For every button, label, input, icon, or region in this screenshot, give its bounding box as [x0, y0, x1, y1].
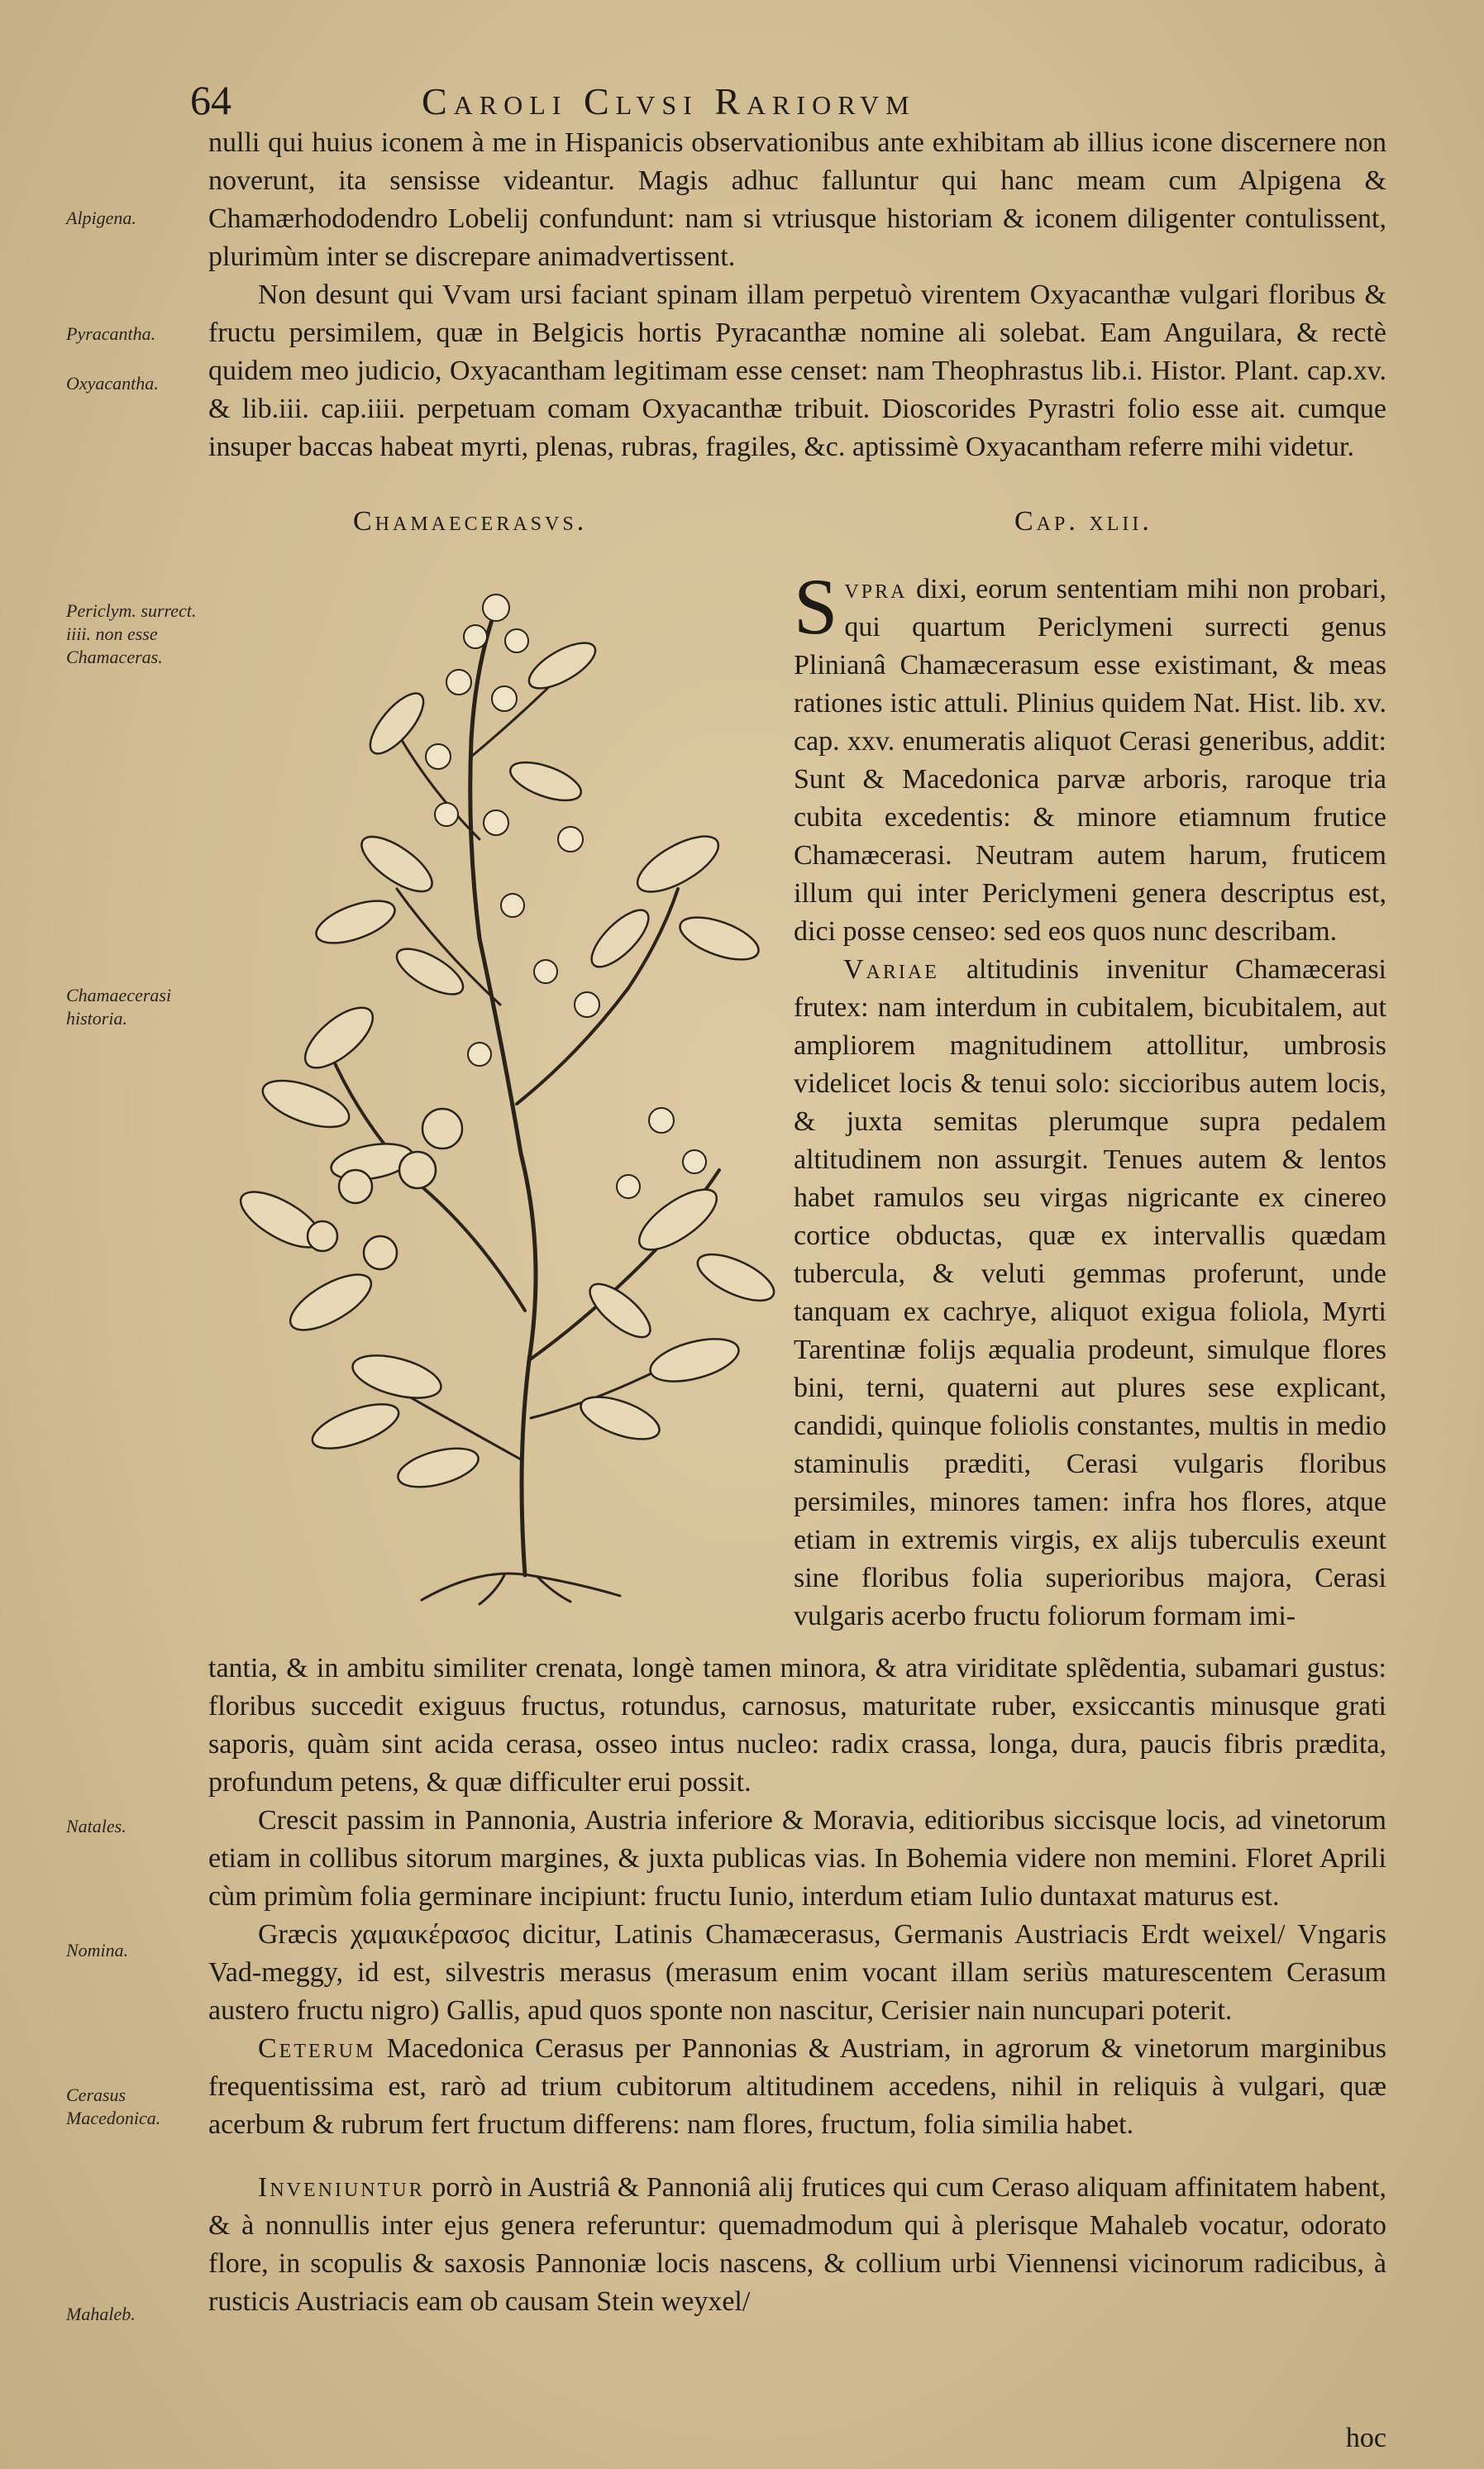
nomina-paragraph: Græcis χαμαικέρασος dicitur, Latinis Chamæcerasus, Germanis Austriacis Erdt weixel/ Vngaris Vad-meggy, id est, silvestris merasus (merasum enim vocant illam seriùs maturescentem Cerasum austero fructu nigro) Gallis, apud quos sponte non nascitur, Cerisier nain nuncupari poterit.: [208, 1919, 1386, 2026]
page-number: 64: [190, 77, 231, 123]
margin-note-cerasus-macedonica: Cerasus Macedonica.: [66, 2085, 161, 2128]
right-paragraph-2-body: altitudinis invenitur Chamæcerasi frutex: nam interdum in cubitalem, bicubitalem, aut ampliorem magnitudinem attollitur, umbrosis videlicet locis & tenui solo: siccioribus autem locis, & juxta semitas plerumque supra pedalem altitudinem non assurgit. Tenues autem & lentos habet ramulos seu virgas nigricante ex cinereo cortice obductas, quæ ex intervallis quædam tubercula, & veluti gemmas proferunt, unde tanquam ex cachrye, aliquot exigua foliola, Myrti Tarentinæ folijs æqualia prodeunt, simulque flores bini, terni, quaterni aut plures sese explicant, candidi, quinque foliolis constantes, multis in medio staminulis præditi, Cerasi vulgaris floribus persimiles, minores tamen: infra hos flores, atque etiam in extremis virgis, ex alijs tuberculis exeunt sine floribus folia superioribus majora, Cerasi vulgaris acerbo fructu foliorum formam imi-: [794, 954, 1386, 1631]
woodcut-plant-illustration: [231, 591, 794, 1612]
right-paragraph-1: [794, 562, 1386, 951]
right-paragraph-2: [794, 951, 1386, 1636]
margin-note-alpigena: Alpigena.: [66, 208, 136, 228]
catchword: hoc: [1345, 2423, 1386, 2453]
lead-word-variae: Variae: [843, 954, 939, 985]
description-continuation: tantia, & in ambitu similiter crenata, longè tamen minora, & atra viriditate splẽdentia, subamari gustus: floribus succedit exiguus fructus, rotundus, carnosus, maturitate ruber, exsiccantis minusque grati saporis, quàm sint acida cerasa, osseo intus nucleo: radix crassa, longa, dura, paucis fibris prædita, profundum petens, & quæ difficulter erui possit.: [208, 1653, 1386, 1798]
natales-paragraph: Crescit passim in Pannonia, Austria inferiore & Moravia, editioribus siccisque locis, ad vinetorum etiam in collibus sitorum margines, & juxta publicas vias. In Bohemia videre non memini. Floret Aprili cùm primùm folia germinare incipiunt: fructu Iunio, interdum etiam Iulio duntaxat maturus est.: [208, 1805, 1386, 1912]
intro-text: [208, 124, 1386, 466]
margin-note-periclym: Periclym. surrect. iiii. non esse Chamaceras.: [66, 600, 197, 667]
drop-cap: S: [794, 562, 838, 651]
macedonica-body: Macedonica Cerasus per Pannonias & Austriam, in agrorum & vinetorum marginibus frequentissima est, rarò ad trium cubitorum altitudinem accedens, nihil in reliquis à vulgari, quæ acerbum & rubrum fert fructum differens: nam flores, fructum, folia similia habet.: [208, 2033, 1386, 2140]
chapter-heading: [208, 506, 1386, 547]
margin-note-nomina: Nomina.: [66, 1940, 129, 1960]
lower-text: [208, 1650, 1386, 2321]
margin-note-oxyacantha: Oxyacantha.: [66, 373, 159, 394]
lead-word-supra: vpra: [844, 574, 908, 604]
mahaleb-paragraph: [208, 2169, 1386, 2321]
chapter-number: Cap. xlii.: [1014, 506, 1152, 537]
right-paragraph-1-body: dixi, eorum sententiam mihi non probari, qui quartum Periclymeni surrecti genus Plinianâ Chamæcerasum esse existimant, & meas rationes istic attuli. Plinius quidem Nat. Hist. lib. xv. cap. xxv. enumeratis aliquot Cerasi generibus, addit: Sunt & Macedonica parvæ arboris, raroque tria cubita excedentis: & minore etiamnum frutice Chamæcerasi. Neutram autem harum, fruticem illum qui inter Periclymeni genera descriptus est, dici posse censeo: sed eos quos nunc describam.: [794, 574, 1386, 947]
chapter-title: Chamaecerasvs.: [353, 506, 588, 537]
margin-note-historia: Chamaecerasi historia.: [66, 985, 172, 1029]
margin-note-mahaleb: Mahaleb.: [66, 2304, 136, 2324]
right-column-text: [794, 562, 1386, 1636]
mahaleb-body: porrò in Austriâ & Pannoniâ alij frutices qui cum Ceraso aliquam affinitatem habent, & à nonnullis inter ejus genera referuntur: quemadmodum qui à plerisque Mahaleb vocatur, odorato flore, in scopulis & saxosis Pannoniæ locis nascens, & collium urbi Viennensi vicinorum radicibus, à rusticis Austriacis eam ob causam Stein weyxel/: [208, 2172, 1386, 2317]
running-title: Caroli Clvsi Rariorvm: [422, 80, 916, 122]
macedonica-paragraph: [208, 2030, 1386, 2144]
lead-word-ceterum: Ceterum: [258, 2033, 376, 2064]
intro-paragraph-2: Non desunt qui Vvam ursi faciant spinam illam perpetuò virentem Oxyacanthæ vulgari floribus & fructu persimilem, quæ in Belgicis hortis Pyracanthæ nomine ali solebat. Eam Anguilara, & rectè quidem meo judicio, Oxyacantham legitimam esse censet: nam Theophrastus lib.i. Histor. Plant. cap.xv. & lib.iii. cap.iiii. perpetuam comam Oxyacanthæ tribuit. Dioscorides Pyrastri folio esse ait. cumque insuper baccas habeat myrti, plenas, rubras, fragiles, &c. aptissimè Oxyacantham referre mihi videtur.: [208, 279, 1386, 462]
lead-word-inveniuntur: Inveniuntur: [258, 2172, 425, 2203]
margin-note-natales: Natales.: [66, 1816, 126, 1836]
margin-note-pyracantha: Pyracantha.: [66, 323, 156, 344]
intro-paragraph-1: nulli qui huius iconem à me in Hispanicis observationibus ante exhibitam ab illius icone discernere non noverunt, ita sensisse videantur. Magis adhuc falluntur qui hanc meam cum Alpigena & Chamærhododendro Lobelij confundunt: nam si vtriusque historiam & iconem diligenter contulissent, plurimùm inter se discrepare animadvertissent.: [208, 127, 1386, 272]
